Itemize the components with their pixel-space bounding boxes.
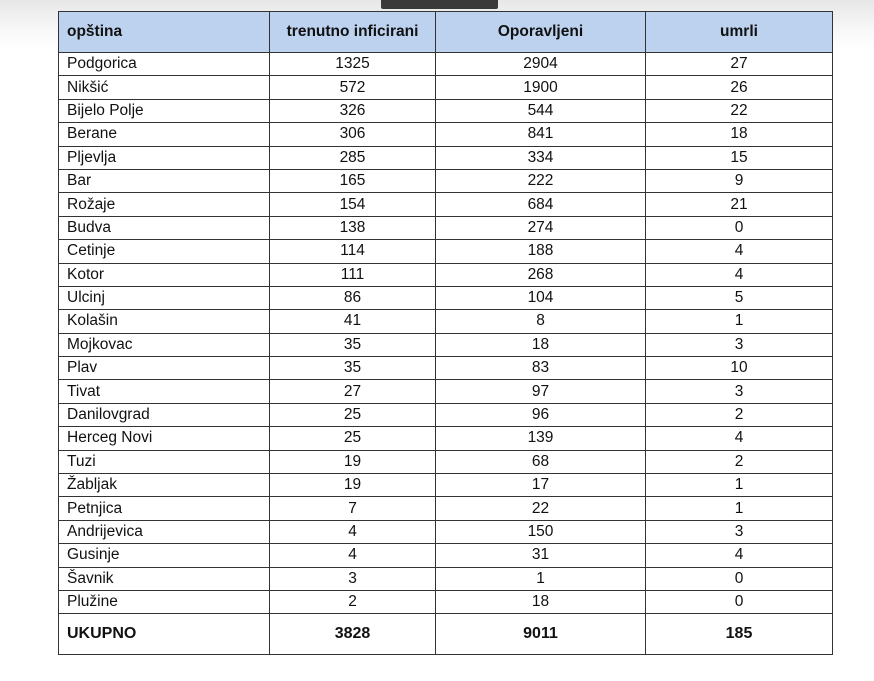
cell-deaths: 2 — [646, 403, 833, 426]
total-recovered: 9011 — [436, 614, 646, 655]
municipality-table — [58, 11, 833, 655]
cell-currently-infected: 1325 — [270, 53, 436, 76]
cell-currently-infected: 4 — [270, 544, 436, 567]
table-row — [59, 380, 833, 403]
cell-recovered: 334 — [436, 146, 646, 169]
table-row — [59, 590, 833, 613]
table-row — [59, 216, 833, 239]
cell-deaths: 26 — [646, 76, 833, 99]
cell-deaths: 4 — [646, 263, 833, 286]
cell-recovered: 18 — [436, 333, 646, 356]
cell-recovered: 8 — [436, 310, 646, 333]
cell-currently-infected: 35 — [270, 333, 436, 356]
cell-municipality: Plužine — [59, 590, 270, 613]
cell-municipality: Bijelo Polje — [59, 99, 270, 122]
cell-currently-infected: 7 — [270, 497, 436, 520]
cell-recovered: 684 — [436, 193, 646, 216]
cell-municipality: Ulcinj — [59, 286, 270, 309]
cell-recovered: 841 — [436, 123, 646, 146]
cell-currently-infected: 114 — [270, 240, 436, 263]
cell-deaths: 3 — [646, 520, 833, 543]
cell-deaths: 4 — [646, 427, 833, 450]
cell-deaths: 18 — [646, 123, 833, 146]
cell-recovered: 18 — [436, 590, 646, 613]
cell-deaths: 15 — [646, 146, 833, 169]
table-row — [59, 403, 833, 426]
cell-recovered: 17 — [436, 474, 646, 497]
cell-municipality: Šavnik — [59, 567, 270, 590]
header-recovered: Oporavljeni — [436, 12, 646, 53]
cell-municipality: Podgorica — [59, 53, 270, 76]
total-deaths: 185 — [646, 614, 833, 655]
table-row — [59, 474, 833, 497]
cell-municipality: Andrijevica — [59, 520, 270, 543]
cell-currently-infected: 306 — [270, 123, 436, 146]
cell-municipality: Gusinje — [59, 544, 270, 567]
cell-currently-infected: 285 — [270, 146, 436, 169]
cell-recovered: 188 — [436, 240, 646, 263]
cell-currently-infected: 19 — [270, 474, 436, 497]
cell-currently-infected: 138 — [270, 216, 436, 239]
cell-deaths: 27 — [646, 53, 833, 76]
cell-currently-infected: 25 — [270, 403, 436, 426]
table-row — [59, 76, 833, 99]
cell-municipality: Budva — [59, 216, 270, 239]
cell-currently-infected: 165 — [270, 169, 436, 192]
cell-currently-infected: 572 — [270, 76, 436, 99]
table-row — [59, 169, 833, 192]
cell-currently-infected: 154 — [270, 193, 436, 216]
cell-deaths: 4 — [646, 544, 833, 567]
cell-municipality: Žabljak — [59, 474, 270, 497]
table-header-row — [59, 12, 833, 53]
cell-deaths: 3 — [646, 380, 833, 403]
table-row — [59, 99, 833, 122]
cell-recovered: 97 — [436, 380, 646, 403]
cell-municipality: Tuzi — [59, 450, 270, 473]
table-row — [59, 53, 833, 76]
cell-deaths: 0 — [646, 567, 833, 590]
cell-recovered: 1900 — [436, 76, 646, 99]
cell-recovered: 222 — [436, 169, 646, 192]
cell-deaths: 0 — [646, 590, 833, 613]
cell-municipality: Cetinje — [59, 240, 270, 263]
table-row — [59, 240, 833, 263]
cell-municipality: Bar — [59, 169, 270, 192]
cell-municipality: Danilovgrad — [59, 403, 270, 426]
header-municipality: opština — [59, 12, 270, 53]
cell-recovered: 22 — [436, 497, 646, 520]
cell-currently-infected: 19 — [270, 450, 436, 473]
cell-deaths: 21 — [646, 193, 833, 216]
cell-deaths: 1 — [646, 310, 833, 333]
cell-currently-infected: 4 — [270, 520, 436, 543]
cell-municipality: Petnjica — [59, 497, 270, 520]
cell-deaths: 1 — [646, 497, 833, 520]
table-row — [59, 333, 833, 356]
cell-currently-infected: 41 — [270, 310, 436, 333]
table-row — [59, 263, 833, 286]
cell-deaths: 3 — [646, 333, 833, 356]
cell-currently-infected: 2 — [270, 590, 436, 613]
cell-deaths: 4 — [646, 240, 833, 263]
cell-municipality: Kolašin — [59, 310, 270, 333]
cell-recovered: 150 — [436, 520, 646, 543]
cell-currently-infected: 111 — [270, 263, 436, 286]
table-row — [59, 357, 833, 380]
total-label: UKUPNO — [59, 614, 270, 655]
table-row — [59, 450, 833, 473]
cell-deaths: 1 — [646, 474, 833, 497]
table-row — [59, 193, 833, 216]
cell-currently-infected: 35 — [270, 357, 436, 380]
cell-recovered: 104 — [436, 286, 646, 309]
cell-deaths: 10 — [646, 357, 833, 380]
cell-municipality: Plav — [59, 357, 270, 380]
table-row — [59, 520, 833, 543]
cell-recovered: 139 — [436, 427, 646, 450]
cell-deaths: 9 — [646, 169, 833, 192]
cell-deaths: 0 — [646, 216, 833, 239]
cell-recovered: 544 — [436, 99, 646, 122]
cell-currently-infected: 86 — [270, 286, 436, 309]
total-currently-infected: 3828 — [270, 614, 436, 655]
cell-recovered: 96 — [436, 403, 646, 426]
header-deaths: umrli — [646, 12, 833, 53]
total-row — [59, 614, 833, 655]
top-tab — [381, 0, 498, 9]
cell-municipality: Rožaje — [59, 193, 270, 216]
table-row — [59, 567, 833, 590]
cell-municipality: Kotor — [59, 263, 270, 286]
cell-currently-infected: 3 — [270, 567, 436, 590]
cell-currently-infected: 25 — [270, 427, 436, 450]
cell-currently-infected: 326 — [270, 99, 436, 122]
cell-municipality: Mojkovac — [59, 333, 270, 356]
cell-deaths: 22 — [646, 99, 833, 122]
cell-recovered: 274 — [436, 216, 646, 239]
cell-municipality: Herceg Novi — [59, 427, 270, 450]
cell-recovered: 2904 — [436, 53, 646, 76]
table-row — [59, 497, 833, 520]
table-row — [59, 146, 833, 169]
cell-recovered: 268 — [436, 263, 646, 286]
cell-recovered: 1 — [436, 567, 646, 590]
cell-deaths: 5 — [646, 286, 833, 309]
cell-recovered: 31 — [436, 544, 646, 567]
cell-municipality: Tivat — [59, 380, 270, 403]
cell-currently-infected: 27 — [270, 380, 436, 403]
table-body — [59, 53, 833, 614]
cell-municipality: Berane — [59, 123, 270, 146]
cell-municipality: Nikšić — [59, 76, 270, 99]
cell-deaths: 2 — [646, 450, 833, 473]
cell-municipality: Pljevlja — [59, 146, 270, 169]
cell-recovered: 68 — [436, 450, 646, 473]
table-row — [59, 286, 833, 309]
table-row — [59, 310, 833, 333]
table-row — [59, 544, 833, 567]
cell-recovered: 83 — [436, 357, 646, 380]
table-row — [59, 123, 833, 146]
table-row — [59, 427, 833, 450]
header-currently-infected: trenutno inficirani — [270, 12, 436, 53]
